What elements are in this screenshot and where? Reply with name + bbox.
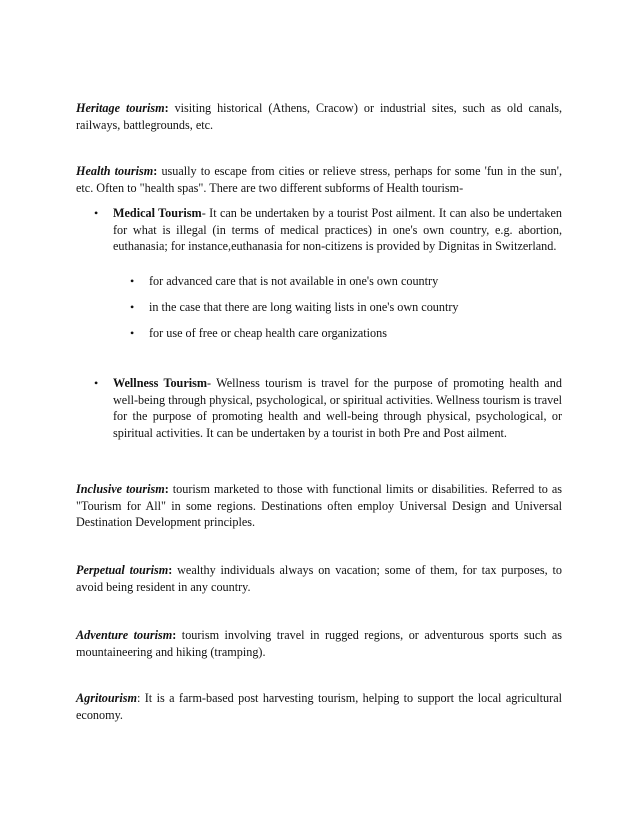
medical-tourism-title: Medical Tourism [113,206,202,220]
adventure-term: Adventure tourism [76,628,173,642]
agritourism-text: It is a farm-based post harvesting tourism, helping to support the local agricultural economy. [76,691,562,722]
health-text: usually to escape from cities or relieve stress, perhaps for some 'fun in the sun', etc. Often to "health spas". There are two different subforms of Health tourism- [76,164,562,195]
inclusive-text: tourism marketed to those with functional limits or disabilities. Referred to as "Tourism for All" in some regions. Destinations often employ Universal Design and Universal Destination Development principles. [76,482,562,529]
bullet-icon: • [130,300,135,314]
inclusive-paragraph [76,481,562,531]
wellness-tourism-text: - Wellness tourism is travel for the purpose of promoting health and well-being through physical, psychological, or spiritual activities. Wellness tourism is travel for the purpose of promoting health and well-being through physical, psychological, or spiritual activities. It can be undertaken by a tourist in both Pre and Post ailment. [113,376,562,440]
heritage-term: Heritage tourism [76,101,165,115]
inclusive-colon: : [164,482,169,496]
perpetual-colon: : [168,563,173,577]
health-colon: : [153,164,158,178]
bullet-icon: • [130,274,135,288]
bullet-icon: • [94,376,99,390]
agritourism-term: Agritourism [76,691,137,705]
sub-list-text: for use of free or cheap health care organizations [149,326,387,340]
heritage-text: visiting historical (Athens, Cracow) or industrial sites, such as old canals, railways, battlegrounds, etc. [76,101,562,132]
heritage-paragraph [76,100,562,133]
health-term: Health tourism [76,164,154,178]
perpetual-text: wealthy individuals always on vacation; some of them, for tax purposes, to avoid being resident in any country. [76,563,562,594]
wellness-tourism-title: Wellness Tourism [113,376,208,390]
adventure-text: tourism involving travel in rugged regions, or adventurous sports such as mountaineering and hiking (tramping). [76,628,562,659]
sub-list-text: in the case that there are long waiting lists in one's own country [149,300,459,314]
sub-list-text: for advanced care that is not available in one's own country [149,274,439,288]
perpetual-paragraph [76,562,562,595]
health-paragraph [76,163,562,196]
bullet-icon: • [130,326,135,340]
bullet-icon: • [94,206,99,220]
inclusive-term: Inclusive tourism [76,482,165,496]
heritage-colon: : [164,101,169,115]
adventure-paragraph [76,627,562,660]
medical-tourism-text: - It can be undertaken by a tourist Post ailment. It can also be undertaken for what is illegal (in terms of medical practices) in one's own country, e.g. abortion, euthanasia; for instance,euthanasia for non-citizens is provided by Dignitas in Switzerland. [113,206,562,253]
adventure-colon: : [172,628,177,642]
perpetual-term: Perpetual tourism [76,563,169,577]
agritourism-colon: : [136,691,141,705]
agritourism-paragraph [76,690,562,723]
